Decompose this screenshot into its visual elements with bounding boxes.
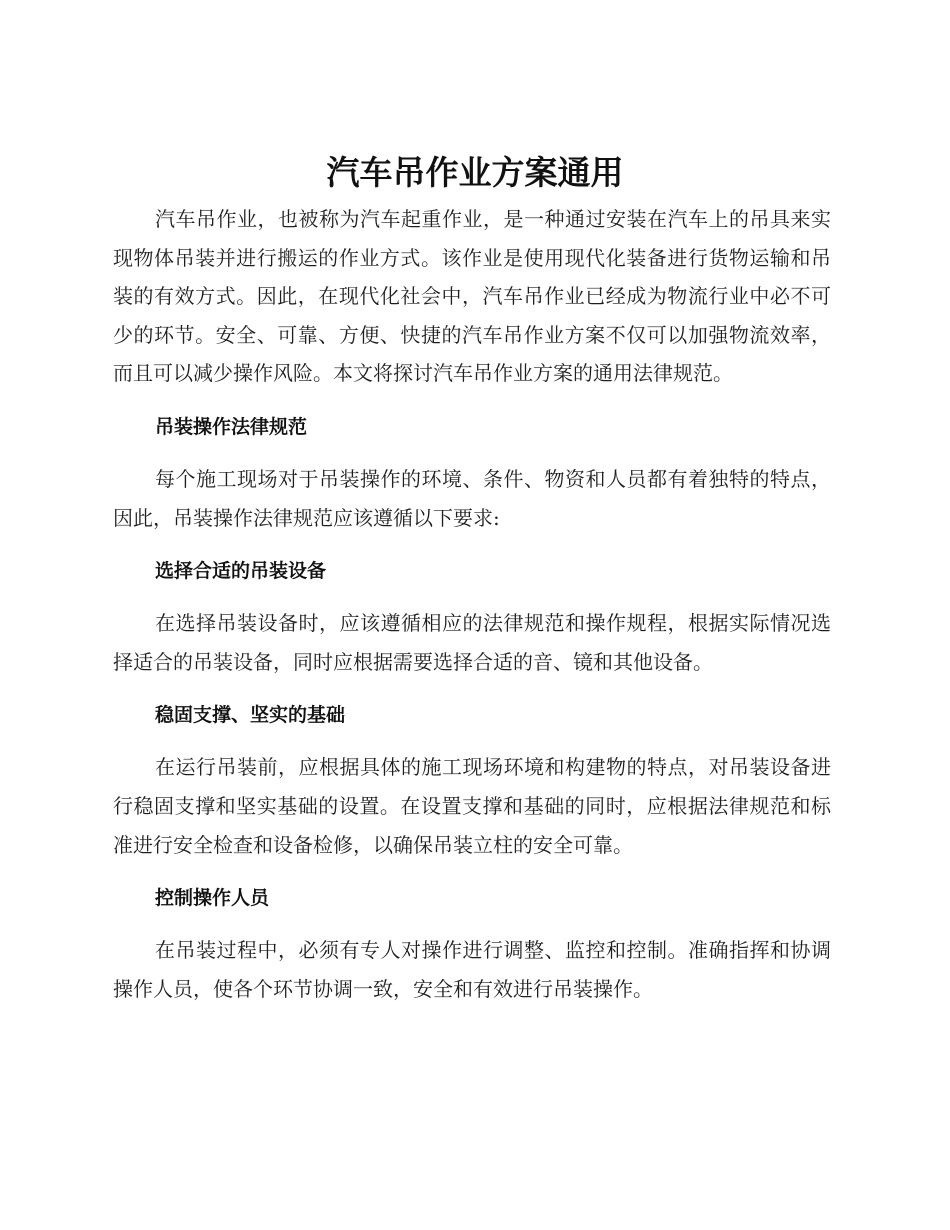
section-paragraph-equipment-selection: 在选择吊装设备时，应该遵循相应的法律规范和操作规程，根据实际情况选择适合的吊装设备，同时应根据需要选择合适的音、镜和其他设备。 [113, 611, 831, 674]
section-heading-operator-control: 控制操作人员 [155, 887, 270, 910]
spacer [113, 864, 831, 879]
spacer [113, 590, 831, 604]
spacer [113, 917, 831, 931]
section-heading-equipment-selection: 选择合适的吊装设备 [155, 560, 327, 583]
intro-paragraph: 汽车吊作业，也被称为汽车起重作业，是一种通过安装在汽车上的吊具来实现物体吊装并进行搬运的作业方式。该作业是使用现代化装备进行货物运输和吊装的有效方式。因此，在现代化社会中，汽车吊作业已经成为物流行业中必不可少的环节。安全、可靠、方便、快捷的汽车吊作业方案不仅可以加强物流效率，而且可以减少操作风险。本文将探讨汽车吊作业方案的通用法律规范。 [113, 207, 831, 386]
section-heading-support-foundation: 稳固支撑、坚实的基础 [155, 704, 346, 727]
spacer [113, 681, 831, 696]
section-paragraph-lifting-regulations: 每个施工现场对于吊装操作的环境、条件、物资和人员都有着独特的特点，因此，吊装操作法律规范应该遵循以下要求: [113, 466, 831, 530]
spacer [113, 734, 831, 748]
section-paragraph-operator-control: 在吊装过程中，必须有专人对操作进行调整、监控和控制。准确指挥和协调操作人员，使各个环节协调一致，安全和有效进行吊装操作。 [113, 938, 831, 1001]
spacer [113, 537, 831, 552]
section-heading-lifting-regulations: 吊装操作法律规范 [155, 415, 308, 438]
section-paragraph-support-foundation: 在运行吊装前，应根据具体的施工现场环境和构建物的特点，对吊装设备进行稳固支撑和坚实基础的设置。在设置支撑和基础的同时，应根据法律规范和标准进行安全检查和设备检修，以确保吊装立柱的安全可靠。 [113, 755, 831, 857]
document-body [113, 200, 831, 1008]
spacer [113, 446, 831, 460]
spacer [113, 393, 831, 408]
document-title: 汽车吊作业方案通用 [326, 153, 624, 192]
